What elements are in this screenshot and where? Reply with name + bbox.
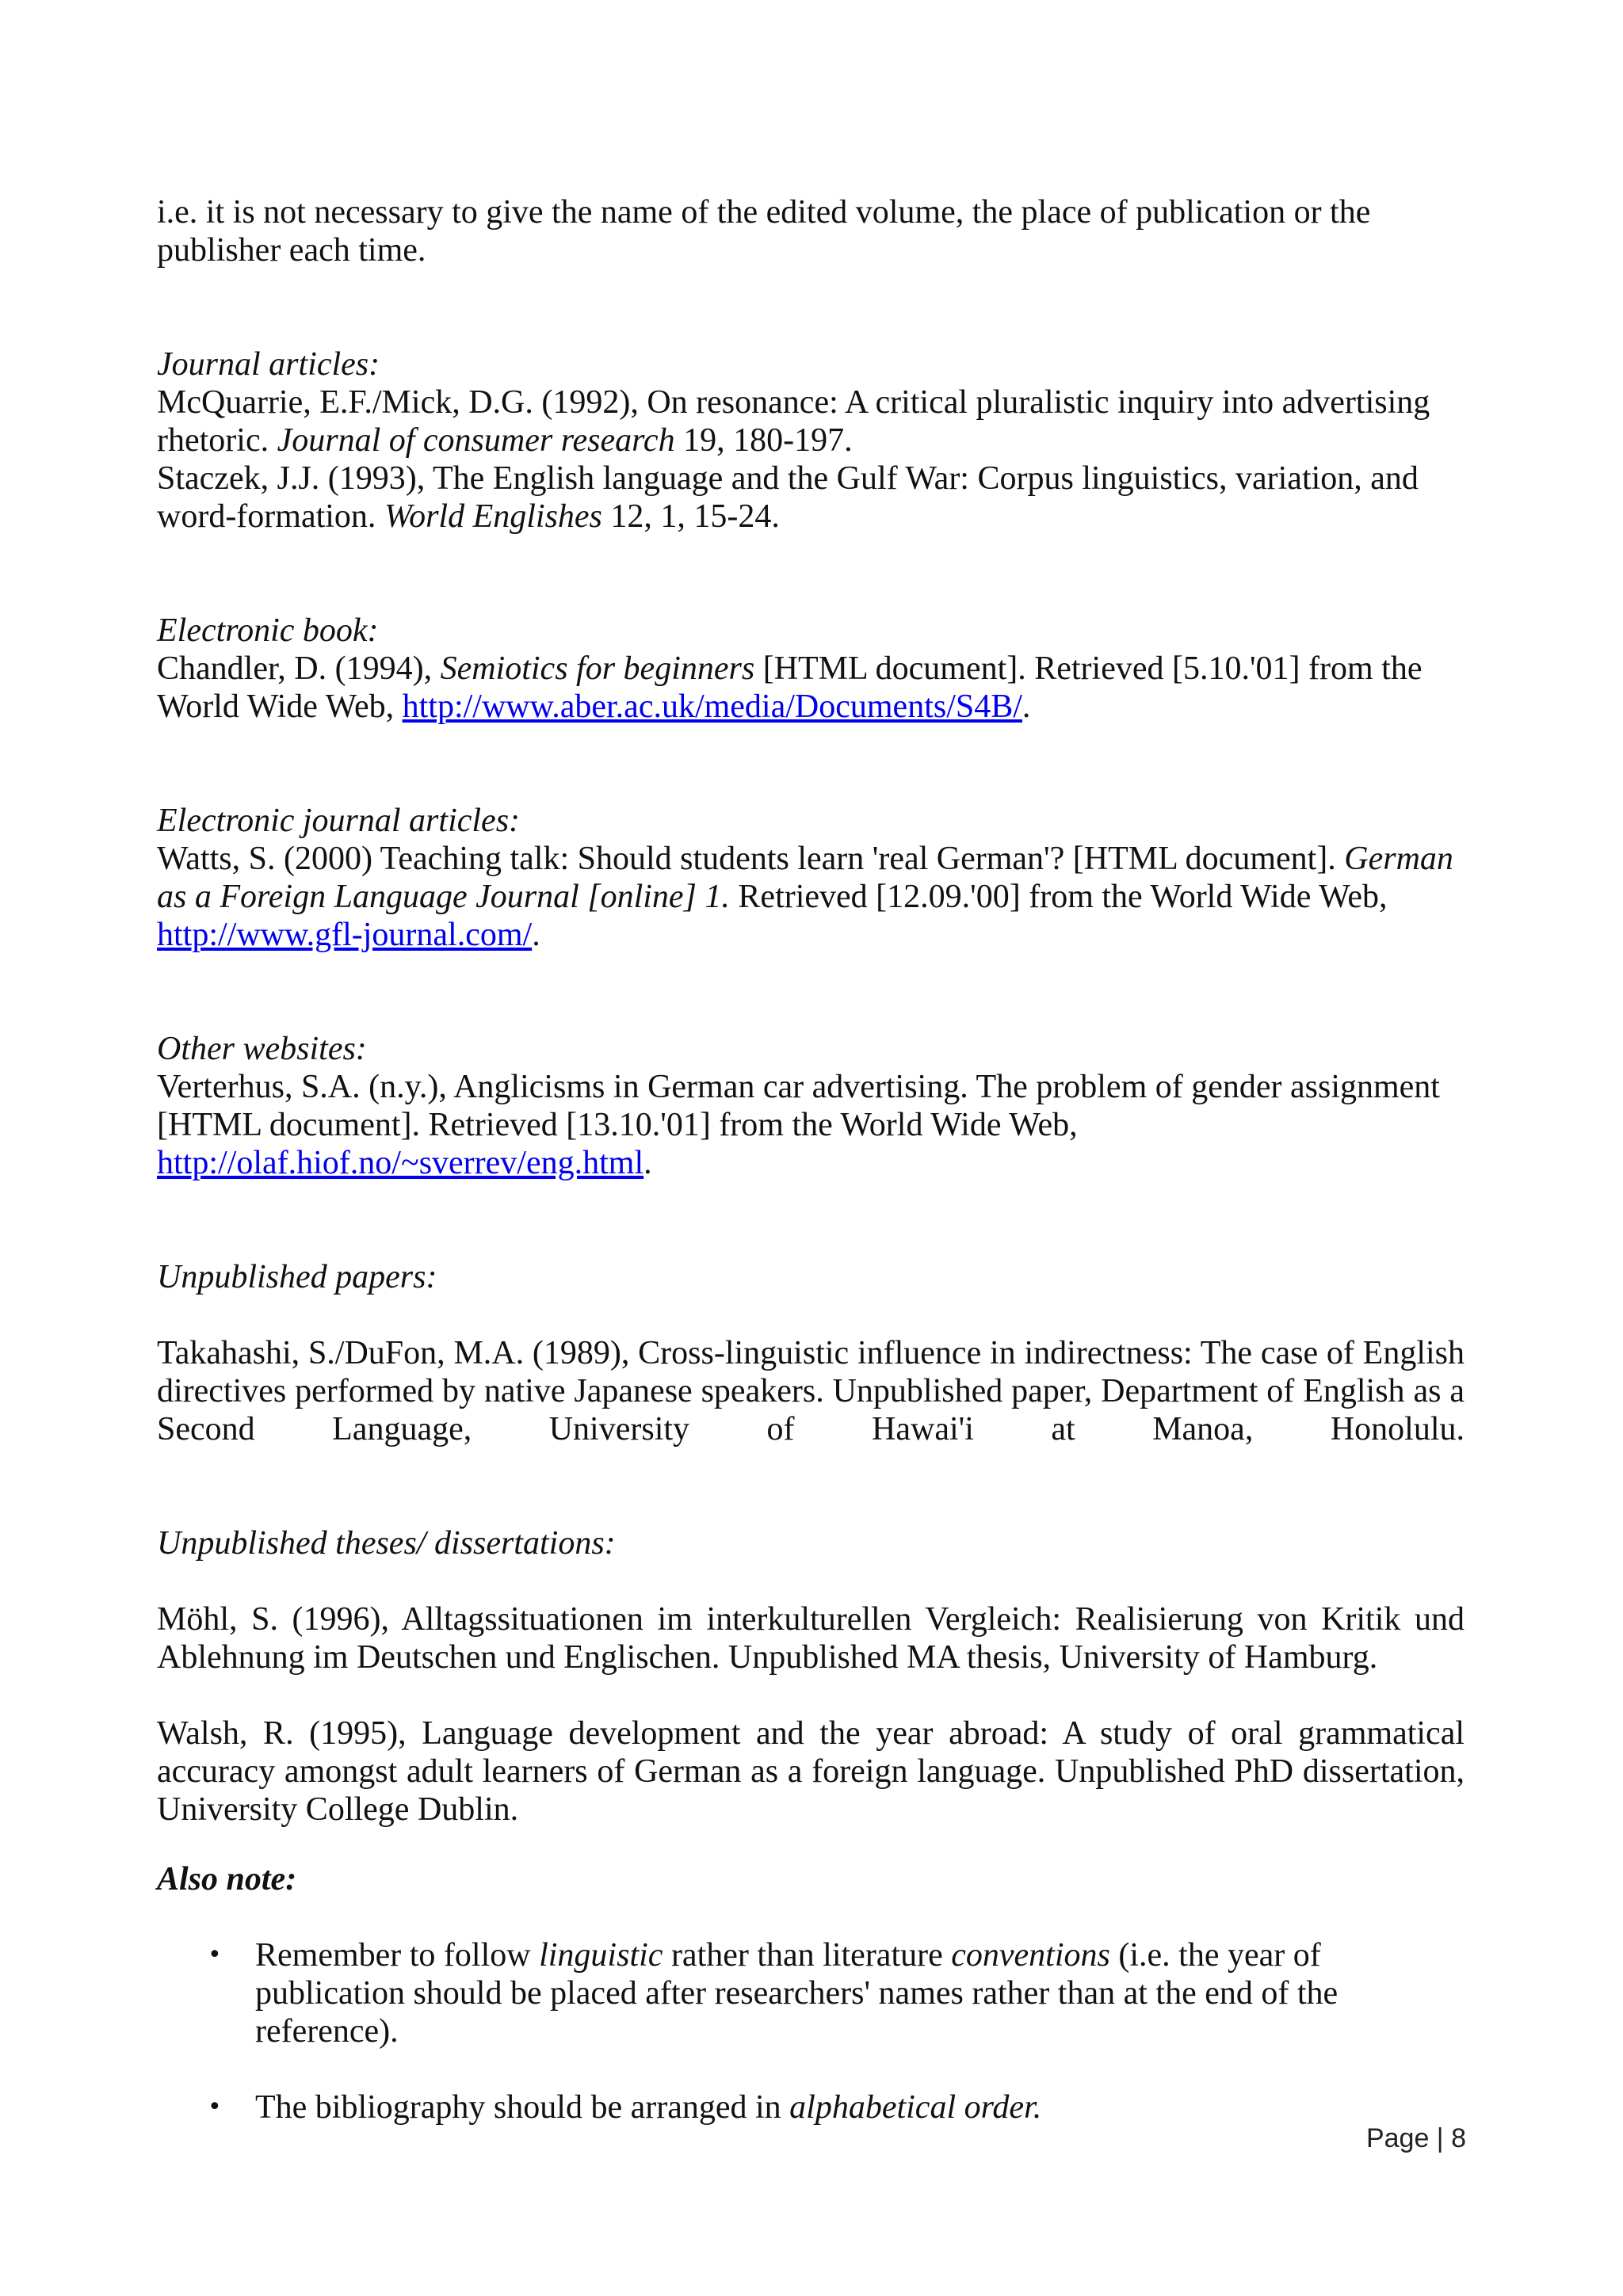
electronic-book-section xyxy=(157,612,1465,726)
unpublished-papers-section xyxy=(157,1258,1465,1448)
reference-entry xyxy=(157,383,1465,460)
note-text: rather than literature xyxy=(663,1937,952,1974)
journal-title: Journal of consumer research xyxy=(277,422,675,459)
journal-title: German as a Foreign Language Journal [online] 1. xyxy=(157,841,1453,915)
reference-text: . xyxy=(643,1145,652,1181)
reference-entry: Takahashi, S./DuFon, M.A. (1989), Cross-linguistic influence in indirectness: The case of English directives performed by native Japanese speakers. Unpublished paper, Department of English as a Second Language, University of Hawai'i at Manoa, Honolulu. xyxy=(157,1335,1465,1447)
reference-text: 12, 1, 15-24. xyxy=(601,498,780,535)
reference-link[interactable]: http://olaf.hiof.no/~sverrev/eng.html xyxy=(157,1145,644,1181)
bullet-icon: • xyxy=(208,1941,222,1969)
reference-text: . xyxy=(532,917,540,953)
unpublished-papers-heading: Unpublished papers: xyxy=(157,1259,437,1295)
reference-text: Staczek, J.J. (1993), The English language and the Gulf War: Corpus linguistics, variation, and word-formation. xyxy=(157,460,1419,535)
electronic-journal-heading: Electronic journal articles: xyxy=(157,803,521,839)
note-text: Remember to follow xyxy=(255,1937,540,1974)
reference-text: Verterhus, S.A. (n.y.), Anglicisms in German car advertising. The problem of gender assignment [HTML document]. Retrieved [13.10.'01] from the World Wide Web, xyxy=(157,1069,1440,1143)
reference-text: [HTML document]. Retrieved [5.10.'01] from the World Wide Web, xyxy=(157,650,1423,725)
unpublished-theses-section xyxy=(157,1524,1465,1829)
reference-text: Chandler, D. (1994), xyxy=(157,650,441,687)
reference-text: 19, 180-197. xyxy=(674,422,853,459)
page-content xyxy=(157,193,1465,2126)
unpublished-theses-heading: Unpublished theses/ dissertations: xyxy=(157,1525,616,1562)
reference-text: Watts, S. (2000) Teaching talk: Should students learn 'real German'? [HTML document]. xyxy=(157,841,1345,877)
intro-paragraph: i.e. it is not necessary to give the name of the edited volume, the place of publication or the publisher each time. xyxy=(157,194,1371,269)
notes-list xyxy=(157,1936,1465,2126)
reference-entry: Walsh, R. (1995), Language development and the year abroad: A study of oral grammatical accuracy amongst adult learners of German as a foreign language. Unpublished PhD dissertation, University College Dublin. xyxy=(157,1715,1465,1828)
also-note-section xyxy=(157,1860,1465,2126)
book-title: Semiotics for beginners xyxy=(440,650,755,687)
also-note-heading: Also note: xyxy=(157,1861,297,1897)
other-websites-section xyxy=(157,1030,1465,1182)
note-emphasis: linguistic xyxy=(539,1937,663,1974)
reference-link[interactable]: http://www.gfl-journal.com/ xyxy=(157,917,533,953)
note-text: (i.e. the year of publication should be placed after researchers' names rather than at the end of the reference). xyxy=(255,1937,1338,2050)
note-text: The bibliography should be arranged in xyxy=(255,2089,790,2126)
reference-entry: Möhl, S. (1996), Alltagssituationen im interkulturellen Vergleich: Realisierung von Kritik und Ablehnung im Deutschen und Englischen. Unpublished MA thesis, University of Hamburg. xyxy=(157,1601,1465,1676)
list-item xyxy=(157,1936,1465,2050)
reference-link[interactable]: http://www.aber.ac.uk/media/Documents/S4B/ xyxy=(402,688,1022,725)
electronic-journal-section xyxy=(157,802,1465,954)
other-websites-heading: Other websites: xyxy=(157,1031,367,1067)
electronic-book-heading: Electronic book: xyxy=(157,612,379,649)
reference-entry xyxy=(157,460,1465,536)
reference-text: . xyxy=(1022,688,1031,725)
reference-text: McQuarrie, E.F./Mick, D.G. (1992), On resonance: A critical pluralistic inquiry into advertising rhetoric. xyxy=(157,384,1430,459)
list-item xyxy=(157,2088,1465,2126)
reference-text: Retrieved [12.09.'00] from the World Wide Web, xyxy=(729,879,1388,915)
reference-entry xyxy=(157,1068,1465,1182)
journal-title: World Englishes xyxy=(384,498,602,535)
journal-articles-section xyxy=(157,345,1465,536)
journal-articles-heading: Journal articles: xyxy=(157,346,380,383)
reference-entry xyxy=(157,840,1465,954)
page-number: Page | 8 xyxy=(1365,2123,1466,2153)
reference-entry xyxy=(157,650,1465,726)
note-emphasis: alphabetical order. xyxy=(789,2089,1042,2126)
note-emphasis: conventions xyxy=(951,1937,1110,1974)
bullet-icon: • xyxy=(208,2093,222,2121)
